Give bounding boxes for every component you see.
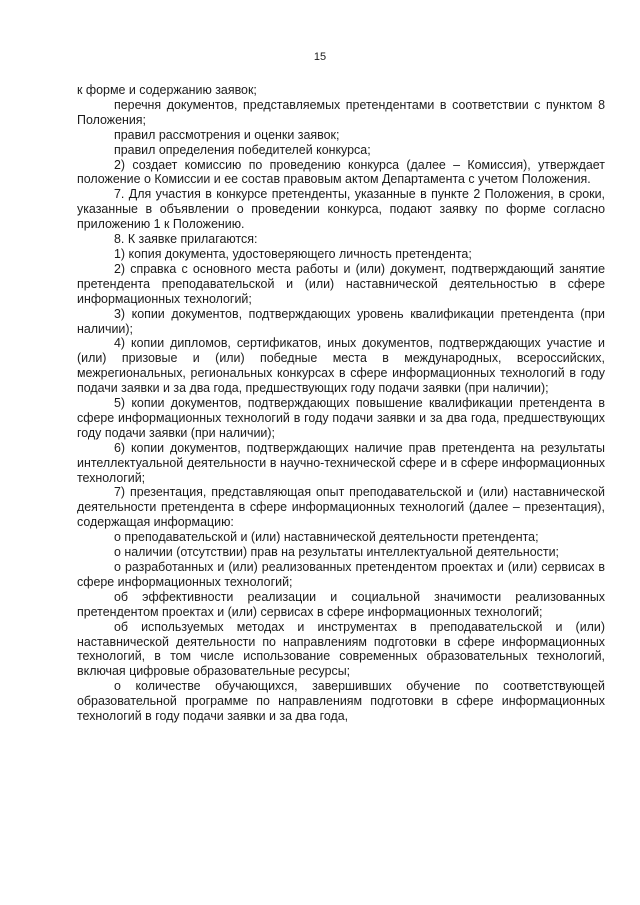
paragraph: о преподавательской и (или) наставнической деятельности претендента; [114, 530, 539, 545]
paragraph: о количестве обучающихся, завершивших обучение по соответствующей образовательной программе по направлениям подготовки в сфере информационных технологий в году подачи заявки и за два года, [77, 679, 605, 724]
paragraph: 2) справка с основного места работы и (или) документ, подтверждающий занятие претендента преподавательской и (или) наставнической деятельностью в сфере информационных технологий; [77, 261, 605, 306]
paragraph: 4) копии дипломов, сертификатов, иных документов, подтверждающих участие и (или) призовые и (или) победные места в международных, всероссийских, межрегиональных, региональных конкурсах в сфере информационных технологий в году подачи заявки и за два года, предшествующих году подачи заявки (при наличии); [77, 336, 605, 396]
page-number: 15 [313, 51, 327, 63]
paragraph: 1) копия документа, удостоверяющего личность претендента; [114, 246, 472, 261]
paragraph: 7) презентация, представляющая опыт преподавательской и (или) наставнической деятельности претендента в сфере информационных технологий (далее – презентация), содержащая информацию: [77, 485, 605, 530]
document-body [77, 83, 605, 724]
paragraph: к форме и содержанию заявок; [77, 83, 257, 97]
paragraph: правил рассмотрения и оценки заявок; [114, 127, 340, 142]
paragraph: правил определения победителей конкурса; [114, 142, 371, 157]
paragraph: 2) создает комиссию по проведению конкурса (далее – Комиссия), утверждает положение о Комиссии и ее состав правовым актом Департамента с учетом Положения. [77, 157, 605, 187]
paragraph: 5) копии документов, подтверждающих повышение квалификации претендента в сфере информационных технологий в году подачи заявки и за два года, предшествующих году подачи заявки (при наличии); [77, 396, 605, 440]
paragraph: перечня документов, представляемых претендентами в соответствии с пунктом 8 Положения; [77, 97, 605, 127]
paragraph: о разработанных и (или) реализованных претендентом проектах и (или) сервисах в сфере информационных технологий; [77, 560, 605, 589]
paragraph: об эффективности реализации и социальной значимости реализованных претендентом проектах и (или) сервисах в сфере информационных технологий; [77, 589, 605, 619]
paragraph: 6) копии документов, подтверждающих наличие прав претендента на результаты интеллектуальной деятельности в научно-технической сфере и в сфере информационных технологий; [77, 440, 605, 485]
paragraph: об используемых методах и инструментах в преподавательской и (или) наставнической деятельности по направлениям подготовки в сфере информационных технологий, в том числе использование современных образовательных технологий, включая цифровые образовательные ресурсы; [77, 619, 605, 679]
paragraph: о наличии (отсутствии) прав на результаты интеллектуальной деятельности; [114, 545, 560, 560]
paragraph: 3) копии документов, подтверждающих уровень квалификации претендента (при наличии); [77, 306, 605, 336]
paragraph: 8. К заявке прилагаются: [114, 232, 258, 247]
paragraph: 7. Для участия в конкурсе претенденты, указанные в пункте 2 Положения, в сроки, указанные в объявлении о проведении конкурса, подают заявку по форме согласно приложению 1 к Положению. [77, 187, 605, 232]
